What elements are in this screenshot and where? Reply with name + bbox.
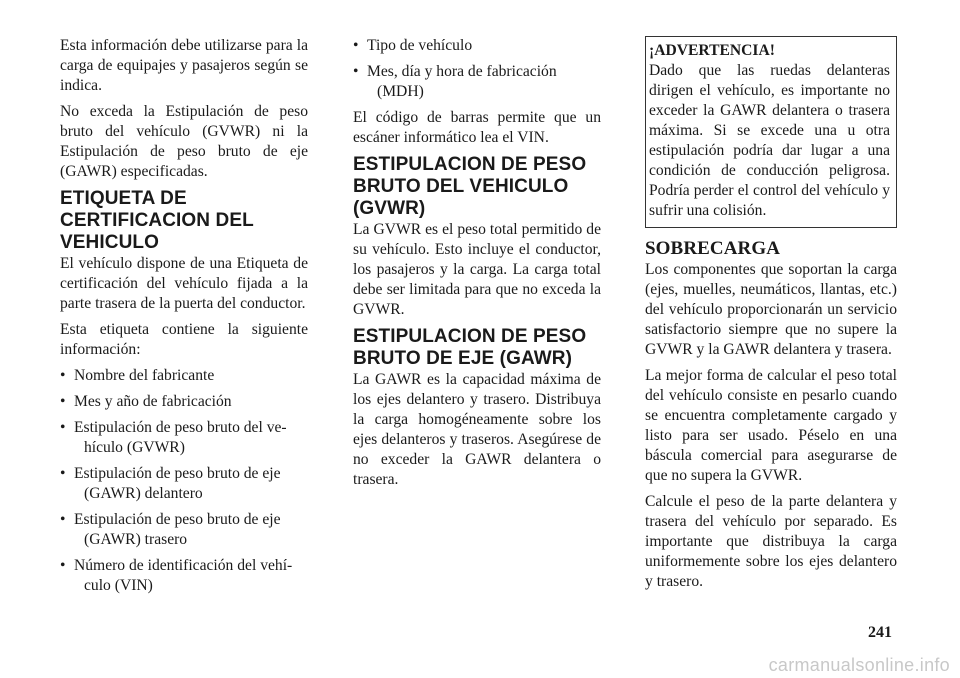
column-right (645, 36, 897, 598)
page-number: 241 (868, 624, 892, 641)
paragraph-overload-components: Los componentes que soportan la carga (ejes, muelles, neumáticos, llantas, etc.) del vehículo proporcionarán un servicio satisfactorio siempre que no supere la GVWR y la GAWR delantera y trasera. (645, 261, 897, 358)
paragraph-gawr: La GAWR es la capacidad máxima de los ejes delantero y trasero. Distribuya la carga homogéneamente sobre los ejes delanteros y traseros. Asegúrese de no exceder la GAWR delantera o trasera. (353, 371, 601, 488)
paragraph-gvwr: La GVWR es el peso total permitido de su vehículo. Esto incluye el conductor, los pasajeros y la carga. La carga total debe ser limitada para que no exceda la GVWR. (353, 221, 601, 318)
paragraph-barcode: El código de barras permite que un escáner informático lea el VIN. (353, 109, 601, 146)
paragraph-certification-location: El vehículo dispone de una Etiqueta de certificación del vehículo fijada a la parte trasera de la puerta del conductor. (60, 255, 308, 312)
heading-gvwr: ESTIPULACION DE PESO BRUTO DEL VEHICULO (GVWR) (353, 154, 587, 219)
heading-overload: SOBRECARGA (645, 238, 781, 259)
paragraph-weigh-vehicle: La mejor forma de calcular el peso total del vehículo consiste en pesarlo cuando se encuentra completamente cargado y listo para ser usado. Péselo en una báscula comercial para asegurarse de que no supera la GVWR. (645, 367, 897, 484)
list-item: • Mes, día y hora de fabricación (MDH) (353, 62, 601, 102)
list-item: • Tipo de vehículo (353, 36, 601, 56)
label-contents-list (60, 366, 308, 596)
list-item: • Nombre del fabricante (60, 366, 308, 386)
list-item: • Estipulación de peso bruto del ve- hículo (GVWR) (60, 418, 308, 458)
heading-gawr: ESTIPULACION DE PESO BRUTO DE EJE (GAWR) (353, 326, 587, 369)
column-middle (353, 36, 601, 496)
list-item: • Número de identificación del vehí- culo (VIN) (60, 556, 308, 596)
list-item: • Estipulación de peso bruto de eje (GAWR) trasero (60, 510, 308, 550)
paragraph-distribute-load: Calcule el peso de la parte delantera y trasera del vehículo por separado. Es importante que distribuya la carga uniformemente sobre los ejes delantero y trasero. (645, 493, 897, 590)
paragraph-gvwr-warning: No exceda la Estipulación de peso bruto del vehículo (GVWR) ni la Estipulación de peso bruto de eje (GAWR) especificadas. (60, 103, 308, 180)
label-contents-list-continued (353, 36, 601, 102)
warning-text: Dado que las ruedas delanteras dirigen el vehículo, es importante no exceder la GAWR delantera o trasera máxima. Si se excede una u otra estipulación podría dar lugar a una condición de conducción peligrosa. Podría perder el control del vehículo y sufrir una colisión. (649, 62, 890, 219)
watermark: carmanualsonline.info (768, 655, 950, 675)
warning-box (645, 36, 897, 228)
warning-title: ¡ADVERTENCIA! (649, 42, 775, 59)
paragraph-luggage-info: Esta información debe utilizarse para la carga de equipajes y pasajeros según se indica. (60, 37, 308, 94)
list-item: • Mes y año de fabricación (60, 392, 308, 412)
list-item: • Estipulación de peso bruto de eje (GAWR) delantero (60, 464, 308, 504)
heading-certification-label: ETIQUETA DE CERTIFICACION DEL VEHICULO (60, 188, 254, 253)
paragraph-label-contents: Esta etiqueta contiene la siguiente información: (60, 321, 308, 358)
column-left (60, 36, 308, 602)
